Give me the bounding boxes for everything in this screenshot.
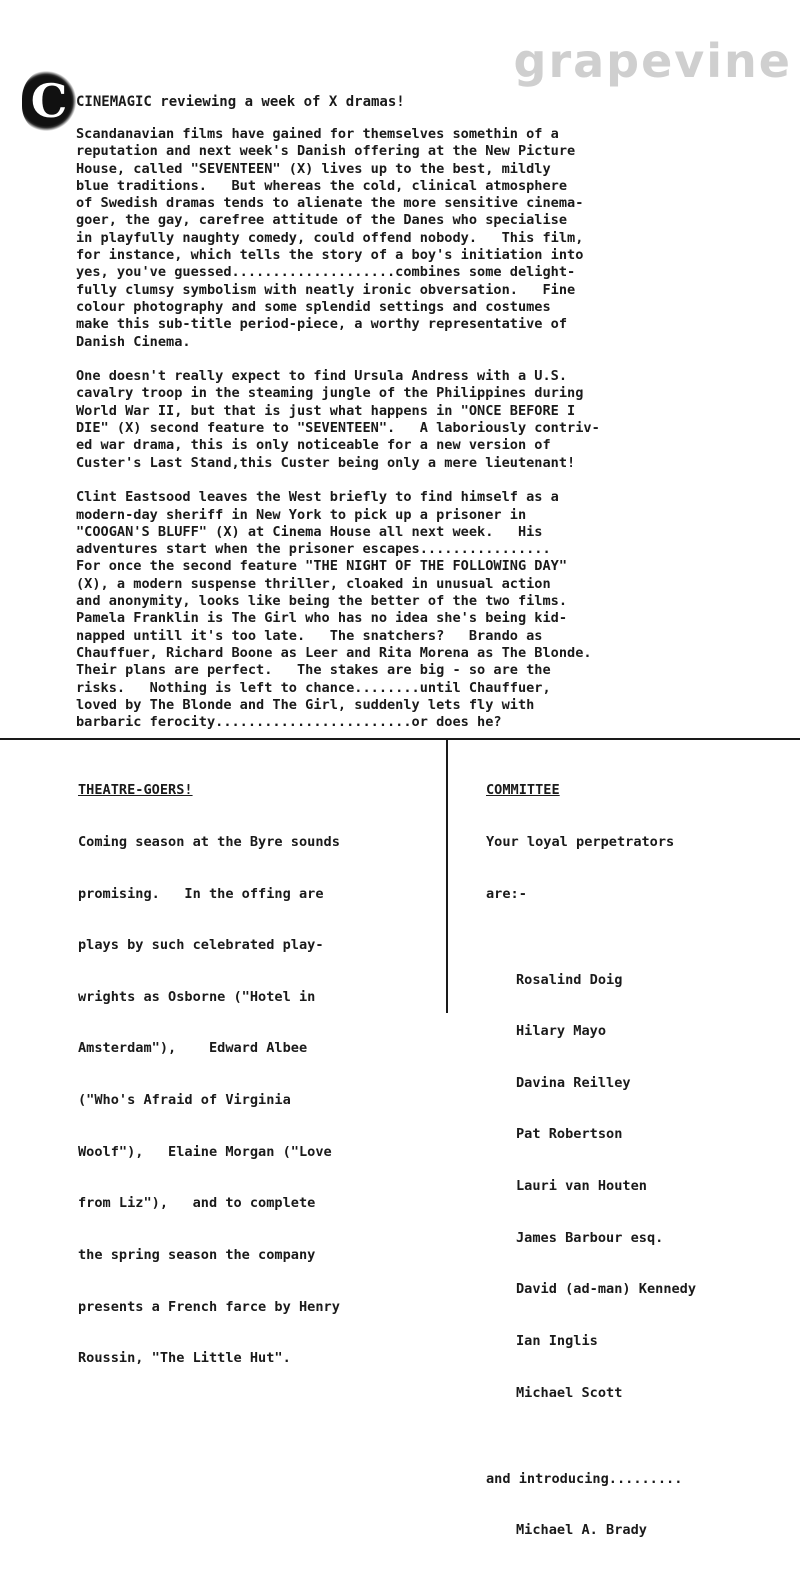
- theatre-line: promising. In the offing are: [78, 885, 324, 902]
- intro-heading: CINEMAGIC reviewing a week of X dramas!: [76, 94, 405, 110]
- theatre-goers-box: [78, 748, 340, 1402]
- theatre-line: presents a French farce by Henry: [78, 1298, 340, 1315]
- horizontal-divider: [0, 738, 800, 740]
- theatre-heading: THEATRE-GOERS!: [78, 782, 193, 799]
- vertical-divider: [446, 740, 448, 1013]
- review-paragraph-coogans-bluff: Clint Eastsood leaves the West briefly to find himself as a modern-day sheriff in New York to pick up a prisoner in "COOGAN'S BLUFF" (X) at Cinema House all next week. His adventures start when the prisoner escapes................ For once the second feature "THE NIGHT OF THE FOLLOWING DAY" (X), a modern suspense thriller, cloaked in unusual action and anonymity, looks like being the better of the two films. Pamela Franklin is The Girl who has no idea she's being kid- napped untill it's too late. The snatchers? Brando as Chauffuer, Richard Boone as Leer and Rita Morena as The Blonde. Their plans are perfect. The stakes are big - so are the risks. Nothing is left to chance........until Chauffuer, loved by The Blonde and The Girl, suddenly lets fly with barbaric ferocity........................or does he?: [76, 489, 592, 731]
- committee-member: James Barbour esq.: [516, 1229, 664, 1246]
- introduced-member: Michael A. Brady: [516, 1522, 647, 1539]
- theatre-line: plays by such celebrated play-: [78, 937, 324, 954]
- theatre-line: Roussin, "The Little Hut".: [78, 1350, 291, 1367]
- committee-box: [486, 748, 696, 1574]
- theatre-line: the spring season the company: [78, 1246, 316, 1263]
- committee-intro-line: Your loyal perpetrators: [486, 834, 675, 851]
- theatre-line: Woolf"), Elaine Morgan ("Love: [78, 1143, 332, 1160]
- theatre-line: wrights as Osborne ("Hotel in: [78, 988, 316, 1005]
- committee-member: Pat Robertson: [516, 1126, 623, 1143]
- committee-member: Lauri van Houten: [516, 1178, 647, 1195]
- committee-member: Davina Reilley: [516, 1074, 631, 1091]
- committee-heading: COMMITTEE: [486, 782, 560, 799]
- committee-member: Ian Inglis: [516, 1332, 598, 1349]
- theatre-line: ("Who's Afraid of Virginia: [78, 1092, 291, 1109]
- committee-members-list: [486, 937, 696, 1436]
- committee-intro-line: are:-: [486, 885, 527, 902]
- theatre-line: Coming season at the Byre sounds: [78, 834, 340, 851]
- introducing-line: and introducing.........: [486, 1470, 683, 1487]
- dropcap-c-icon: C: [22, 70, 76, 132]
- review-paragraph-seventeen: Scandanavian films have gained for themselves somethin of a reputation and next week's Danish offering at the New Picture House, called "SEVENTEEN" (X) lives up to the best, mildly blue traditions. But whereas the cold, clinical atmosphere of Swedish dramas tends to alienate the more sensitive cinema- goer, the gay, carefree attitude of the Danes who specialise in playfully naughty comedy, could offend nobody. This film, for instance, which tells the story of a boy's initiation into yes, you've guessed....................combines some delight- fully clumsy symbolism with neatly ironic obversation. Fine colour photography and some splendid settings and costumes make this sub-title period-piece, a worthy representative of Danish Cinema.: [76, 126, 584, 350]
- review-paragraph-once-before-i-die: One doesn't really expect to find Ursula Andress with a U.S. cavalry troop in the steaming jungle of the Philippines during World War II, but that is just what happens in "ONCE BEFORE I DIE" (X) second feature to "SEVENTEEN". A laboriously contriv- ed war drama, this is only noticeable for a new version of Custer's Last Stand,this Custer being only a mere lieutenant!: [76, 368, 600, 471]
- theatre-line: from Liz"), and to complete: [78, 1195, 316, 1212]
- committee-member: Rosalind Doig: [516, 971, 623, 988]
- committee-member: David (ad-man) Kennedy: [516, 1281, 697, 1298]
- committee-member: Hilary Mayo: [516, 1023, 607, 1040]
- committee-member: Michael Scott: [516, 1384, 623, 1401]
- theatre-line: Amsterdam"), Edward Albee: [78, 1040, 308, 1057]
- bleed-through-title: grapevine: [513, 34, 792, 88]
- reviews-body: [76, 126, 788, 749]
